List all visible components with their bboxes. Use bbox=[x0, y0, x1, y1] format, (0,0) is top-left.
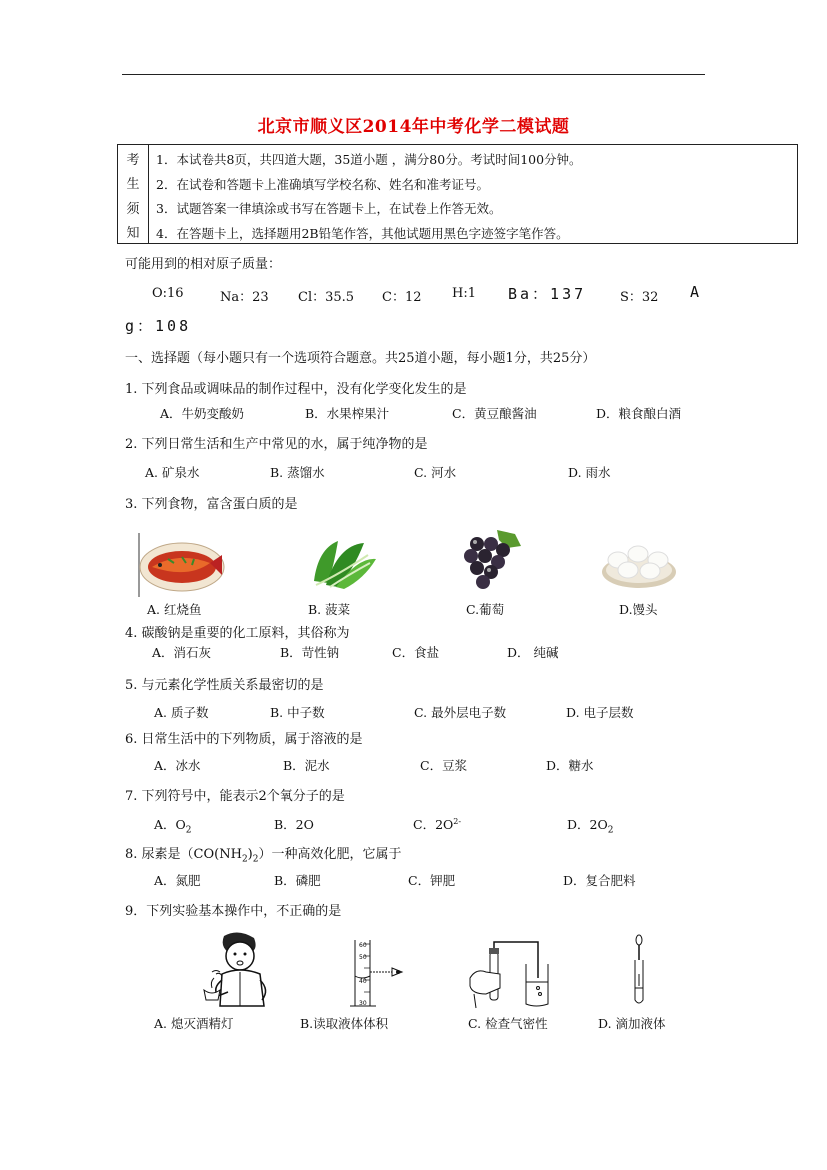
question-stem: 6. 日常生活中的下列物质，属于溶液的是 bbox=[125, 732, 363, 747]
cylinder-tick: 50 bbox=[359, 954, 367, 961]
option: D．$2O_2$ bbox=[567, 817, 614, 836]
question-stem: 1. 下列食品或调味品的制作过程中，没有化学变化发生的是 bbox=[125, 382, 467, 397]
option: D. 电子层数 bbox=[566, 705, 634, 720]
notice-box bbox=[117, 144, 798, 244]
question-stem: 4. 碳酸钠是重要的化工原料，其俗称为 bbox=[125, 626, 350, 641]
option: B．泥水 bbox=[283, 758, 330, 773]
airtight-icon bbox=[466, 938, 556, 1010]
option: C．$2O^{2-}$ bbox=[413, 816, 462, 832]
option: B．苛性钠 bbox=[280, 645, 340, 660]
option: D. 滴加液体 bbox=[598, 1016, 666, 1031]
atomic-mass-item: A bbox=[690, 283, 703, 301]
option: A. 矿泉水 bbox=[145, 465, 200, 480]
option: A．$O_2$ bbox=[154, 817, 192, 836]
cylinder-tick: 40 bbox=[359, 978, 367, 985]
notice-label-char: 知 bbox=[126, 226, 140, 241]
atomic-mass-item: Cl：35.5 bbox=[298, 290, 355, 305]
option: C．钾肥 bbox=[408, 873, 456, 888]
option: B．磷肥 bbox=[274, 873, 321, 888]
question-stem: 2. 下列日常生活和生产中常见的水，属于纯净物的是 bbox=[125, 437, 428, 452]
dropper-icon bbox=[626, 934, 652, 1010]
option: B. 菠菜 bbox=[308, 602, 351, 617]
fish-icon bbox=[138, 533, 226, 597]
option: D．粮食酿白酒 bbox=[596, 406, 682, 421]
question-stem: 5. 与元素化学性质关系最密切的是 bbox=[125, 678, 324, 693]
option: A．消石灰 bbox=[152, 645, 212, 660]
option: A. 质子数 bbox=[154, 705, 209, 720]
notice-line: 2．在试卷和答题卡上准确填写学校名称、姓名和准考证号。 bbox=[156, 177, 489, 192]
option: B．2O bbox=[274, 817, 314, 832]
option: D.馒头 bbox=[619, 602, 658, 617]
grapes-icon bbox=[463, 528, 523, 594]
notice-line: 4．在答题卡上，选择题用2B铅笔作答，其他试题用黑色字迹签字笔作答。 bbox=[156, 226, 569, 241]
option: B. 中子数 bbox=[270, 705, 325, 720]
option: C．黄豆酿酱油 bbox=[452, 406, 537, 421]
notice-label bbox=[118, 145, 149, 243]
section-heading: 一、选择题（每小题只有一个选项符合题意。共25道小题，每小题1分，共25分） bbox=[125, 351, 596, 366]
atomic-mass-item: C：12 bbox=[382, 290, 422, 305]
notice-line: 1．本试卷共8页，共四道大题，35道小题 ，满分80分。考试时间100分钟。 bbox=[156, 152, 582, 167]
cylinder-icon bbox=[348, 936, 410, 1008]
atomic-mass-cont: g：108 bbox=[125, 317, 192, 335]
option: C.葡萄 bbox=[466, 602, 505, 617]
question-stem: 3. 下列食物，富含蛋白质的是 bbox=[125, 497, 298, 512]
question-stem: 8. 尿素是$(CO(NH_2)_2)$一种高效化肥，它属于 bbox=[125, 847, 402, 865]
option: D．复合肥料 bbox=[563, 873, 636, 888]
atomic-mass-header: 可能用到的相对原子质量： bbox=[125, 257, 282, 272]
question-stem: 9．下列实验基本操作中，不正确的是 bbox=[125, 904, 342, 919]
cylinder-tick: 30 bbox=[359, 1000, 367, 1007]
option: C．豆浆 bbox=[420, 758, 468, 773]
option: C. 河水 bbox=[414, 465, 457, 480]
option: A. 熄灭酒精灯 bbox=[154, 1016, 234, 1031]
option: D. 雨水 bbox=[568, 465, 611, 480]
option: B.读取液体体积 bbox=[300, 1016, 389, 1031]
atomic-mass-item: Ba：137 bbox=[508, 285, 587, 303]
atomic-mass-item: O:16 bbox=[152, 286, 184, 301]
option: A. 红烧鱼 bbox=[147, 602, 202, 617]
notice-label-char: 须 bbox=[126, 202, 140, 217]
option: D．糖水 bbox=[546, 758, 594, 773]
notice-line: 3．试题答案一律填涂或书写在答题卡上，在试卷上作答无效。 bbox=[156, 201, 502, 216]
option: C．食盐 bbox=[392, 645, 440, 660]
atomic-mass-item: H:1 bbox=[452, 286, 476, 301]
option: C. 最外层电子数 bbox=[414, 705, 507, 720]
option: A．牛奶变酸奶 bbox=[160, 406, 245, 421]
header-rule bbox=[122, 74, 705, 75]
cylinder-tick: 60 bbox=[359, 942, 367, 949]
notice-label-char: 考 bbox=[126, 153, 140, 168]
atomic-mass-item: Na：23 bbox=[220, 290, 269, 305]
option: C. 检查气密性 bbox=[468, 1016, 548, 1031]
option: A．冰水 bbox=[154, 758, 201, 773]
option: B. 蒸馏水 bbox=[270, 465, 325, 480]
page-title: 北京市顺义区2014年中考化学二模试题 bbox=[257, 117, 570, 137]
person-lamp-icon bbox=[198, 930, 278, 1010]
atomic-mass-item: S：32 bbox=[620, 290, 659, 305]
mantou-icon bbox=[600, 538, 678, 590]
option: D． 纯碱 bbox=[507, 645, 559, 660]
option: B．水果榨果汁 bbox=[305, 406, 390, 421]
notice-label-char: 生 bbox=[126, 177, 140, 192]
spinach-icon bbox=[308, 535, 378, 591]
question-stem: 7. 下列符号中，能表示2个氧分子的是 bbox=[125, 789, 345, 804]
option: A．氮肥 bbox=[154, 873, 201, 888]
